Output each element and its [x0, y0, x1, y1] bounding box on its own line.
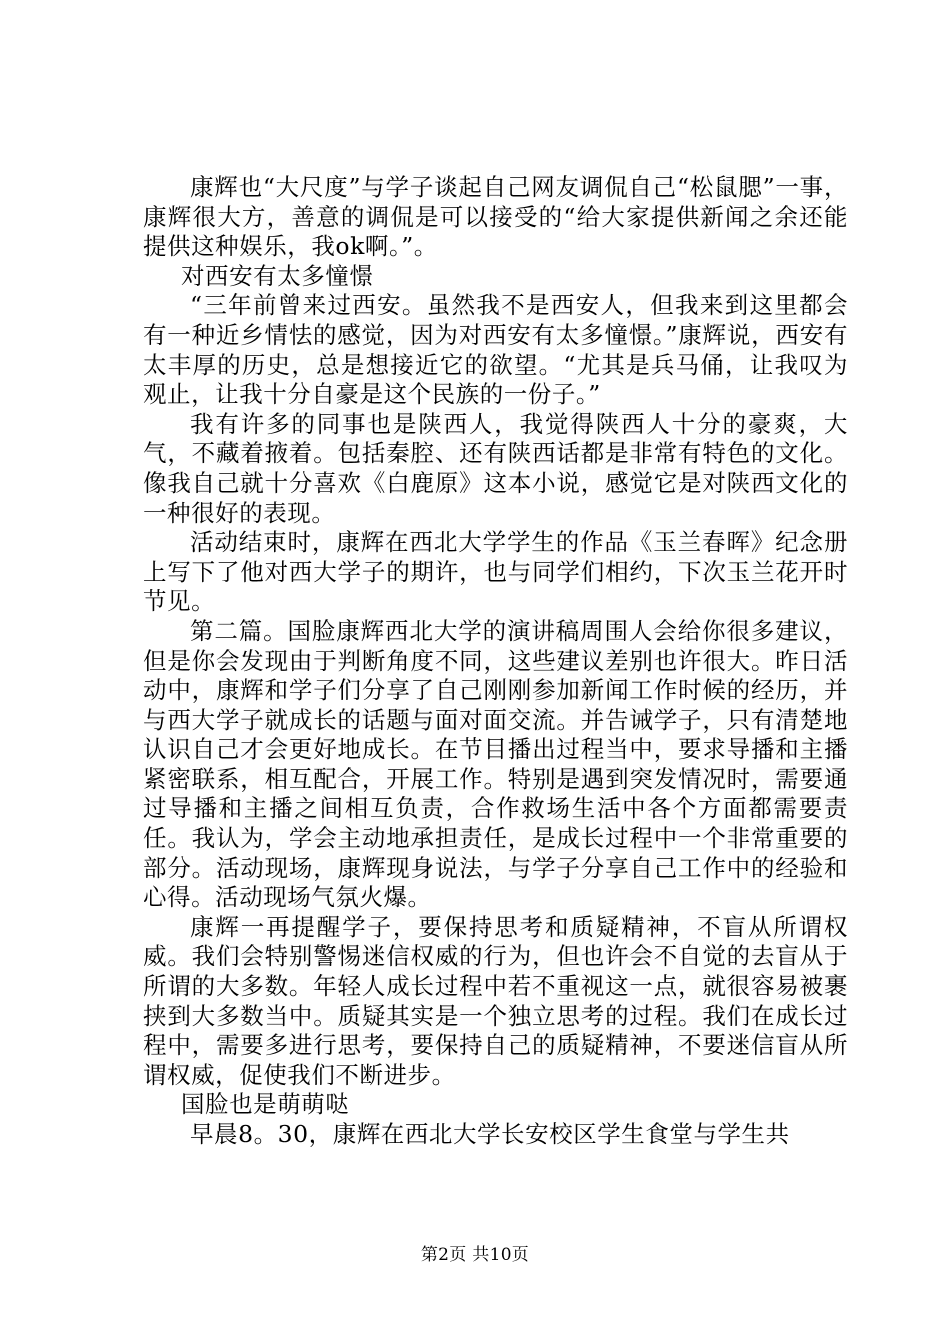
paragraph-morning-canteen: 早晨8。30，康辉在西北大学长安校区学生食堂与学生共: [190, 1120, 790, 1148]
paragraph-shaanxi-people: 我有许多的同事也是陕西人，我觉得陕西人十分的豪爽，大气，不藏着掖着。包括秦腔、还有陕西话都是非常有特色的文化。像我自己就十分喜欢《白鹿原》这本小说，感觉它是对陕西文化的一种很好的表现。: [143, 409, 848, 527]
paragraph-xian-quote: “三年前曾来过西安。虽然我不是西安人，但我来到这里都会有一种近乡情怯的感觉，因为对西安有太多憧憬。”康辉说，西安有太丰厚的历史，总是想接近它的欲望。“尤其是兵马俑，让我叹为观止，让我十分自豪是这个民族的一份子。”: [143, 291, 848, 409]
paragraph-kanghui-nickname: 康辉也“大尺度”与学子谈起自己网友调侃自己“松鼠腮”一事，康辉很大方，善意的调侃是可以接受的“给大家提供新闻之余还能提供这种娱乐，我ok啊。”。: [143, 173, 848, 261]
paragraph-event-end: 活动结束时，康辉在西北大学学生的作品《玉兰春晖》纪念册上写下了他对西大学子的期许，也与同学们相约，下次玉兰花开时节见。: [143, 528, 848, 616]
section-heading-xian: 对西安有太多憧憬: [181, 261, 374, 290]
document-body: [143, 173, 848, 1150]
paragraph-second-article: 第二篇。国脸康辉西北大学的演讲稿周围人会给你很多建议，但是你会发现由于判断角度不同，这些建议差别也许很大。昨日活动中，康辉和学子们分享了自己刚刚参加新闻工作时候的经历，并与西大学子就成长的话题与面对面交流。并告诫学子，只有清楚地认识自己才会更好地成长。在节目播出过程当中，要求导播和主播紧密联系，相互配合，开展工作。特别是遇到突发情况时，需要通过导播和主播之间相互负责，合作救场生活中各个方面都需要责任。我认为，学会主动地承担责任，是成长过程中一个非常重要的部分。活动现场，康辉现身说法，与学子分享自己工作中的经验和心得。活动现场气氛火爆。: [143, 616, 848, 912]
page-number-footer: 第2页 共10页: [420, 1245, 530, 1265]
section-heading-cute: 国脸也是萌萌哒: [181, 1090, 350, 1119]
paragraph-questioning-spirit: 康辉一再提醒学子，要保持思考和质疑精神，不盲从所谓权威。我们会特别警惕迷信权威的行为，但也许会不自觉的去盲从于所谓的大多数。年轻人成长过程中若不重视这一点，就很容易被裹挟到大多数当中。质疑其实是一个独立思考的过程。我们在成长过程中，需要多进行思考，要保持自己的质疑精神，不要迷信盲从所谓权威，促使我们不断进步。: [143, 912, 848, 1089]
